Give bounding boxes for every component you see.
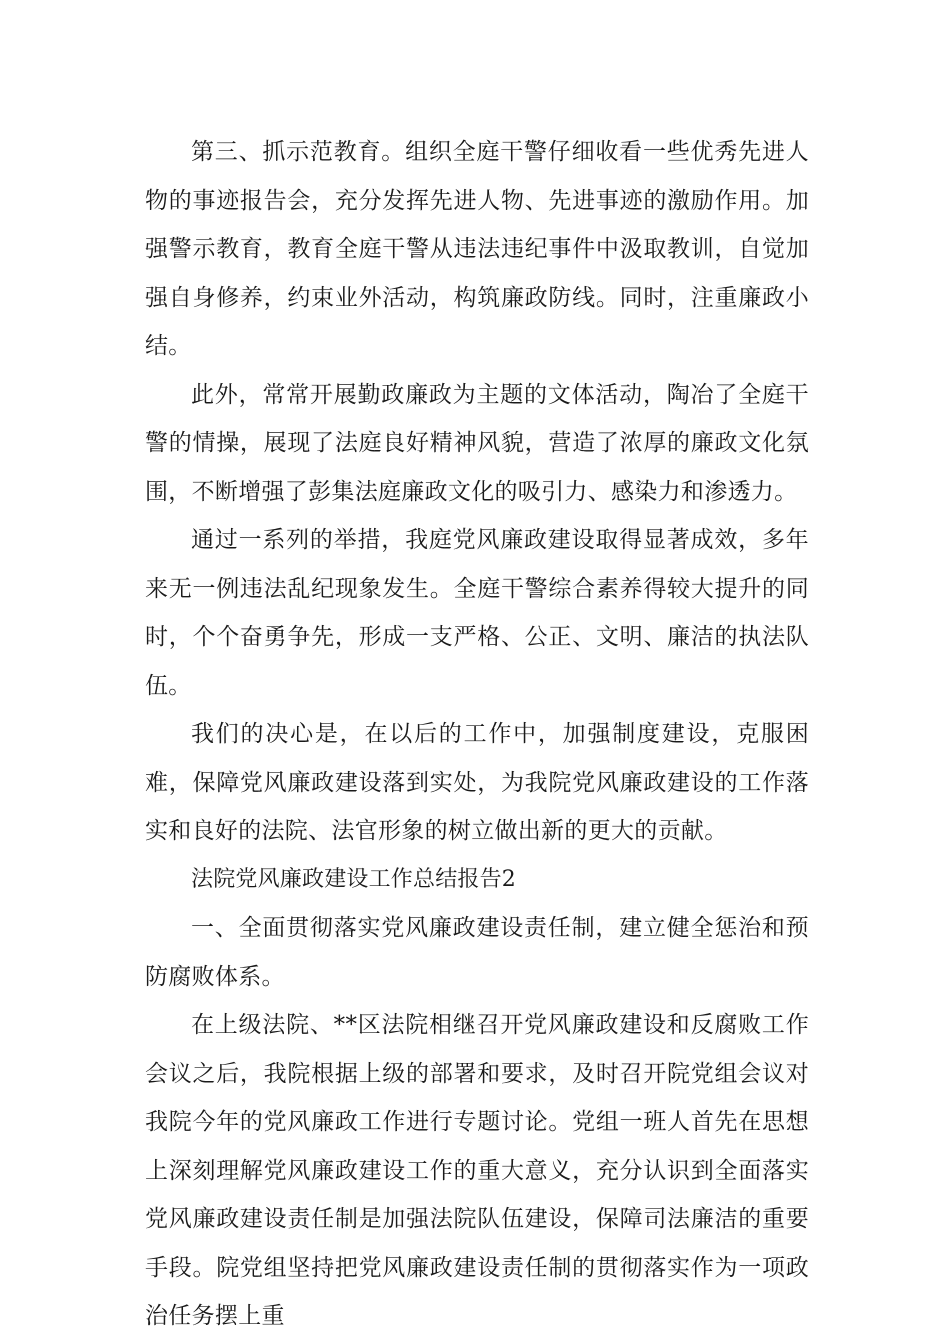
document-body: [145, 128, 809, 1341]
paragraph-implementation: 在上级法院、**区法院相继召开党风廉政建设和反腐败工作会议之后，我院根据上级的部署和要求，及时召开院党组会议对我院今年的党风廉政工作进行专题讨论。党组一班人首先在思想上深刻理解党风廉政建设工作的重大意义，充分认识到全面落实党风廉政建设责任制是加强法院队伍建设，保障司法廉洁的重要手段。院党组坚持把党风廉政建设责任制的贯彻落实作为一项政治任务摆上重: [145, 1012, 809, 1329]
report-title: 法院党风廉政建设工作总结报告2: [191, 866, 516, 892]
paragraph-determination: 我们的决心是，在以后的工作中，加强制度建设，克服困难，保障党风廉政建设落到实处，为我院党风廉政建设的工作落实和良好的法院、法官形象的树立做出新的更大的贡献。: [145, 721, 809, 844]
paragraph-demonstration-education: 第三、抓示范教育。组织全庭干警仔细收看一些优秀先进人物的事迹报告会，充分发挥先进人物、先进事迹的激励作用。加强警示教育，教育全庭干警从违法违纪事件中汲取教训，自觉加强自身修养，约束业外活动，构筑廉政防线。同时，注重廉政小结。: [145, 139, 809, 359]
section-heading: 一、全面贯彻落实党风廉政建设责任制，建立健全惩治和预防腐败体系。: [145, 915, 809, 990]
paragraph-cultural-activities: 此外，常常开展勤政廉政为主题的文体活动，陶冶了全庭干警的情操，展现了法庭良好精神风貌，营造了浓厚的廉政文化氛围，不断增强了彭集法庭廉政文化的吸引力、感染力和渗透力。: [145, 381, 809, 505]
paragraph-achievements: 通过一系列的举措，我庭党风廉政建设取得显著成效，多年来无一例违法乱纪现象发生。全庭干警综合素养得较大提升的同时，个个奋勇争先，形成一支严格、公正、文明、廉洁的执法队伍。: [145, 527, 809, 699]
